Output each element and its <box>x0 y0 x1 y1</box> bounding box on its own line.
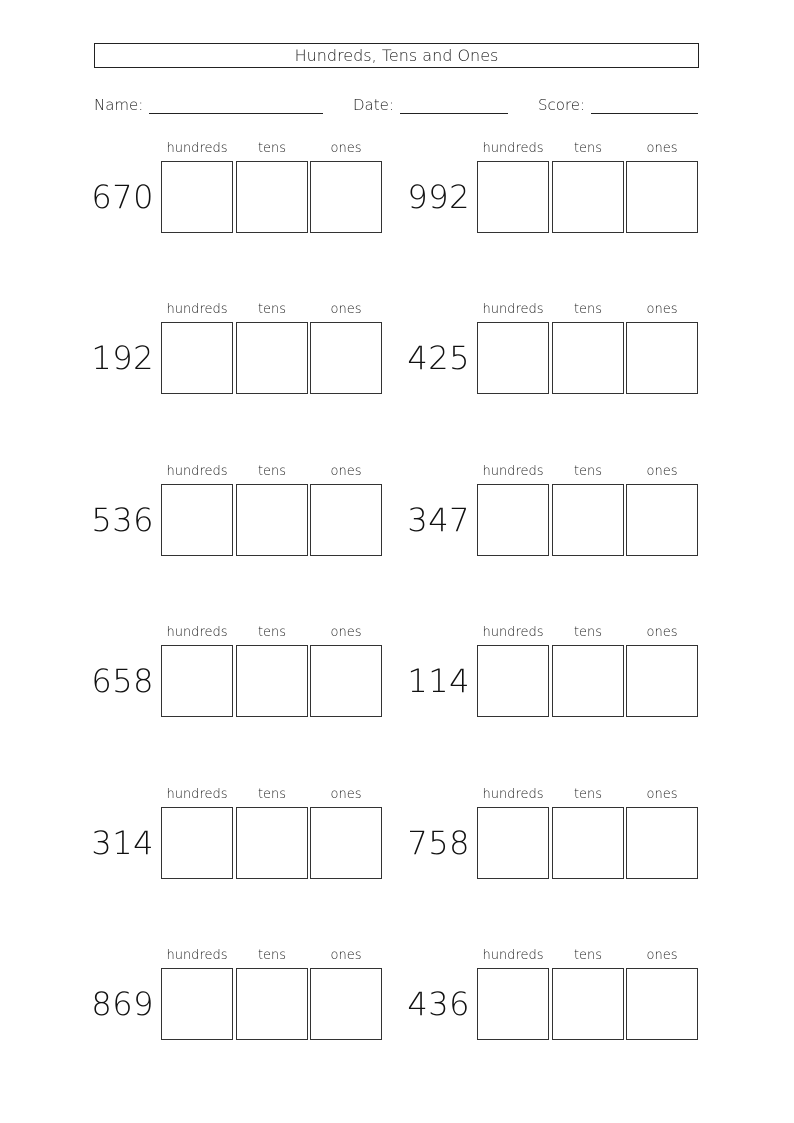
ones-answer-box[interactable] <box>310 807 382 879</box>
problem-number: 758 <box>407 824 470 862</box>
ones-label: ones <box>330 141 362 156</box>
problem-number: 658 <box>91 662 154 700</box>
ones-label: ones <box>646 141 678 156</box>
ones-label: ones <box>330 787 362 802</box>
tens-label: tens <box>257 948 287 963</box>
tens-answer-box[interactable] <box>236 322 308 394</box>
tens-label: tens <box>573 625 603 640</box>
title-text: Hundreds, Tens and Ones <box>294 46 499 65</box>
tens-answer-box[interactable] <box>236 968 308 1040</box>
problem-9 <box>91 787 394 887</box>
ones-answer-box[interactable] <box>310 645 382 717</box>
tens-answer-box[interactable] <box>552 161 624 233</box>
hundreds-label: hundreds <box>482 625 544 640</box>
tens-answer-box[interactable] <box>236 645 308 717</box>
problem-10 <box>407 787 710 887</box>
date-field <box>353 94 508 114</box>
name-line[interactable] <box>149 97 323 114</box>
hundreds-label: hundreds <box>482 302 544 317</box>
score-line[interactable] <box>591 97 698 114</box>
problem-number: 869 <box>91 985 154 1023</box>
ones-label: ones <box>330 302 362 317</box>
problem-4 <box>407 302 710 402</box>
hundreds-answer-box[interactable] <box>161 484 233 556</box>
problem-2 <box>407 141 710 241</box>
ones-answer-box[interactable] <box>626 161 698 233</box>
tens-label: tens <box>257 464 287 479</box>
ones-answer-box[interactable] <box>626 484 698 556</box>
tens-label: tens <box>573 464 603 479</box>
hundreds-answer-box[interactable] <box>477 322 549 394</box>
hundreds-label: hundreds <box>166 464 228 479</box>
hundreds-label: hundreds <box>482 787 544 802</box>
tens-label: tens <box>257 141 287 156</box>
hundreds-label: hundreds <box>482 141 544 156</box>
ones-answer-box[interactable] <box>310 322 382 394</box>
tens-answer-box[interactable] <box>552 807 624 879</box>
hundreds-answer-box[interactable] <box>161 161 233 233</box>
tens-answer-box[interactable] <box>552 968 624 1040</box>
problem-number: 114 <box>407 662 470 700</box>
hundreds-answer-box[interactable] <box>477 968 549 1040</box>
hundreds-answer-box[interactable] <box>161 645 233 717</box>
worksheet-title <box>94 43 699 68</box>
tens-label: tens <box>573 302 603 317</box>
problem-11 <box>91 948 394 1048</box>
ones-answer-box[interactable] <box>626 322 698 394</box>
ones-answer-box[interactable] <box>626 807 698 879</box>
tens-label: tens <box>573 948 603 963</box>
problem-number: 436 <box>407 985 470 1023</box>
hundreds-answer-box[interactable] <box>477 645 549 717</box>
ones-label: ones <box>330 948 362 963</box>
hundreds-answer-box[interactable] <box>477 484 549 556</box>
problem-number: 192 <box>91 339 154 377</box>
ones-label: ones <box>646 625 678 640</box>
tens-answer-box[interactable] <box>236 484 308 556</box>
hundreds-answer-box[interactable] <box>161 322 233 394</box>
hundreds-label: hundreds <box>482 464 544 479</box>
tens-answer-box[interactable] <box>236 807 308 879</box>
ones-label: ones <box>330 464 362 479</box>
problem-5 <box>91 464 394 564</box>
date-label: Date: <box>353 96 394 114</box>
tens-label: tens <box>257 302 287 317</box>
problem-number: 670 <box>91 178 154 216</box>
ones-label: ones <box>646 787 678 802</box>
tens-label: tens <box>257 787 287 802</box>
hundreds-label: hundreds <box>166 302 228 317</box>
name-label: Name: <box>94 96 144 114</box>
hundreds-label: hundreds <box>166 141 228 156</box>
tens-answer-box[interactable] <box>552 484 624 556</box>
problem-1 <box>91 141 394 241</box>
ones-answer-box[interactable] <box>626 968 698 1040</box>
problem-3 <box>91 302 394 402</box>
hundreds-answer-box[interactable] <box>161 968 233 1040</box>
problem-8 <box>407 625 710 725</box>
problem-number: 347 <box>407 501 470 539</box>
problem-number: 536 <box>91 501 154 539</box>
tens-label: tens <box>573 141 603 156</box>
ones-answer-box[interactable] <box>626 645 698 717</box>
hundreds-label: hundreds <box>166 625 228 640</box>
tens-answer-box[interactable] <box>552 645 624 717</box>
ones-label: ones <box>646 464 678 479</box>
problem-6 <box>407 464 710 564</box>
problem-12 <box>407 948 710 1048</box>
ones-answer-box[interactable] <box>310 484 382 556</box>
tens-label: tens <box>257 625 287 640</box>
tens-label: tens <box>573 787 603 802</box>
score-field <box>538 94 698 114</box>
hundreds-label: hundreds <box>482 948 544 963</box>
problem-number: 314 <box>91 824 154 862</box>
tens-answer-box[interactable] <box>552 322 624 394</box>
hundreds-answer-box[interactable] <box>161 807 233 879</box>
ones-label: ones <box>646 948 678 963</box>
tens-answer-box[interactable] <box>236 161 308 233</box>
ones-label: ones <box>646 302 678 317</box>
ones-answer-box[interactable] <box>310 161 382 233</box>
hundreds-answer-box[interactable] <box>477 161 549 233</box>
hundreds-label: hundreds <box>166 787 228 802</box>
problem-number: 992 <box>407 178 470 216</box>
ones-label: ones <box>330 625 362 640</box>
score-label: Score: <box>538 96 586 114</box>
date-line[interactable] <box>400 97 508 114</box>
hundreds-answer-box[interactable] <box>477 807 549 879</box>
name-field <box>94 94 323 114</box>
problem-number: 425 <box>407 339 470 377</box>
problem-7 <box>91 625 394 725</box>
ones-answer-box[interactable] <box>310 968 382 1040</box>
hundreds-label: hundreds <box>166 948 228 963</box>
